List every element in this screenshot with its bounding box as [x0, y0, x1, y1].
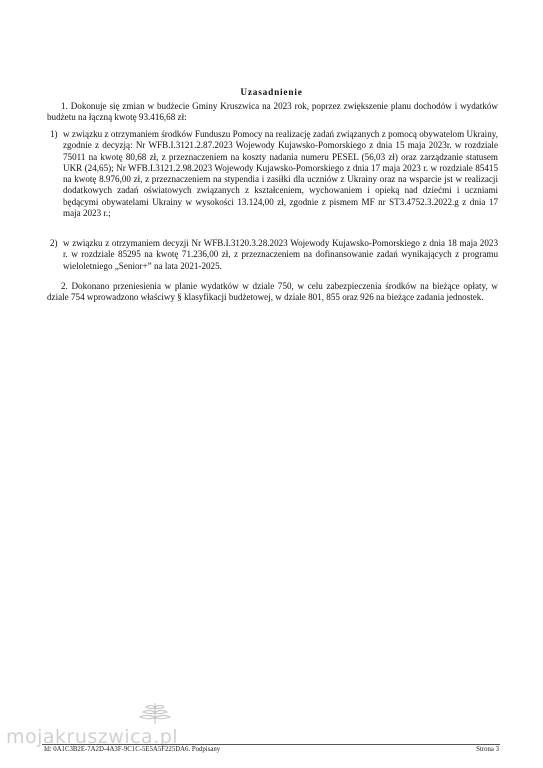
list-item-text: w związku z otrzymaniem środków Funduszu Pomocy na realizację zadań związanych z pomocą obywatelom Ukrainy, zgodnie z decyzją: Nr WFB.I.3121.2.87.2023 Wojewody Kujawsko-Pomorskiego z dnia 15 maja 2023r. w rozdziale 75011 na kwotę 80,68 zł, z przeznaczeniem na koszty nadania numeru PESEL (56,03 zł) oraz zarządzanie statusem UKR (24,65); Nr WFB.I.3121.2.98.2023 Wojewody Kujawsko-Pomorskiego z dnia 17 maja 2023 r. w rozdziale 85415 na kwotę 8.976,00 zł, z przeznaczeniem na stypendia i zasiłki dla uczniów z Ukrainy oraz na wsparcie jst w realizacji dodatkowych zadań oświatowych związanych z kształceniem, wychowaniem i opieką nad dziećmi i uczniami będącymi obywatelami Ukrainy w wysokości 13.124,00 zł, zgodnie z pismem MF nr ST3.4752.3.2022.g z dnia 17 maja 2023 r.; — [63, 129, 498, 219]
list-item-number: 1) — [50, 129, 58, 139]
footer-document-id: Id: 0A1C3B2E-7A2D-4A3F-9C1C-5E5A5F225DA6. Podpisany — [44, 746, 221, 753]
footer-page-number: Strona 3 — [476, 746, 499, 753]
paragraph-1: 1. Dokonuje się zmian w budżecie Gminy Kruszwica na 2023 rok, poprzez zwiększenie planu dochodów i wydatków budżetu na łączną kwotę 93.416,68 zł: — [47, 101, 498, 123]
list-item-number: 2) — [50, 238, 58, 248]
paragraph-2: 2. Dokonano przeniesienia w planie wydatków w dziale 750, w celu zabezpieczenia środków na bieżące opłaty, w dziale 754 wprowadzono właściwy § klasyfikacji budżetowej, w dziale 801, 855 oraz 926 na bieżące zadania jednostek. — [47, 281, 498, 303]
footer-divider — [42, 744, 500, 745]
list-item — [50, 238, 498, 272]
grain-ear-icon — [132, 701, 178, 725]
list-item — [50, 129, 498, 219]
watermark-text: mojakruszwica.pl — [6, 726, 179, 748]
document-heading: Uzasadnienie — [240, 88, 303, 98]
list-item-text: w związku z otrzymaniem decyzji Nr WFB.I.3120.3.28.2023 Wojewody Kujawsko-Pomorskiego z dnia 18 maja 2023 r. w rozdziale 85295 na kwotę 71.236,00 zł, z przeznaczeniem na dofinansowanie zadań wynikających z programu wieloletniego „Senior+” na lata 2021-2025. — [63, 238, 498, 271]
